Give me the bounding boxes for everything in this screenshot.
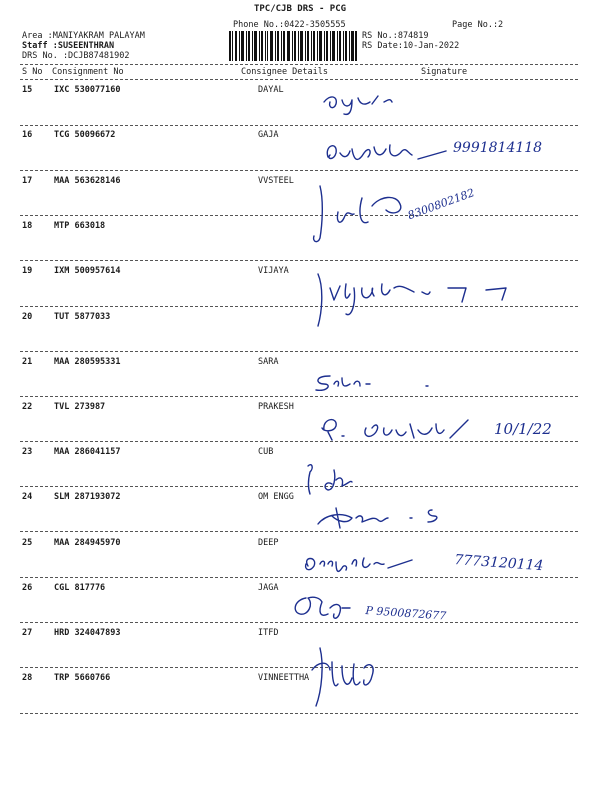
rs-date: RS Date:10-Jan-2022 xyxy=(362,41,460,51)
signature-row-26-phone: P 9500872677 xyxy=(365,604,447,623)
row-19-consignment: IXM 500957614 xyxy=(54,266,121,276)
row-21-consignment: MAA 280595331 xyxy=(54,357,121,367)
row-17-consignment: MAA 563628146 xyxy=(54,176,121,186)
row-26-consignee: JAGA xyxy=(258,583,279,593)
row-divider xyxy=(20,215,578,216)
row-divider xyxy=(20,351,578,352)
signature-row-27-28 xyxy=(308,640,388,714)
page-number: Page No.:2 xyxy=(452,20,504,30)
signature-row-23 xyxy=(304,458,364,498)
staff-label: Staff :SUSEENTHRAN xyxy=(22,41,115,51)
row-divider xyxy=(20,577,578,578)
signature-row-22-date: 10/1/22 xyxy=(494,420,552,438)
signature-row-18-phone: 8300802182 xyxy=(406,186,477,223)
row-16-consignee: GAJA xyxy=(258,130,279,140)
area-label: Area :MANIYAKRAM PALAYAM xyxy=(22,31,145,41)
row-divider xyxy=(20,125,578,126)
row-divider xyxy=(20,713,578,714)
row-24-consignment: SLM 287193072 xyxy=(54,492,121,502)
col-consignee: Consignee Details xyxy=(241,67,328,77)
row-19-consignee: VIJAYA xyxy=(258,266,289,276)
row-22-consignment: TVL 273987 xyxy=(54,402,106,412)
row-divider xyxy=(20,486,578,487)
row-27-sno: 27 xyxy=(22,628,33,638)
row-23-consignment: MAA 286041157 xyxy=(54,447,121,457)
row-27-consignee: ITFD xyxy=(258,628,279,638)
signature-row-26 xyxy=(288,590,368,626)
row-17-sno: 17 xyxy=(22,176,33,186)
row-20-sno: 20 xyxy=(22,312,33,322)
row-21-sno: 21 xyxy=(22,357,33,367)
row-27-consignment: HRD 324047893 xyxy=(54,628,121,638)
signature-row-25-number: 7773120114 xyxy=(453,552,544,575)
signature-row-25 xyxy=(300,550,460,576)
row-15-consignment: IXC 530077160 xyxy=(54,85,121,95)
barcode xyxy=(229,31,357,61)
document-title: TPC/CJB DRS - PCG xyxy=(253,4,347,14)
row-23-consignee: CUB xyxy=(258,447,274,457)
row-20-consignment: TUT 5877033 xyxy=(54,312,111,322)
row-19-sno: 19 xyxy=(22,266,33,276)
col-signature: Signature xyxy=(421,67,468,77)
row-22-consignee: PRAKESH xyxy=(258,402,294,412)
row-divider xyxy=(20,667,578,668)
row-15-sno: 15 xyxy=(22,85,33,95)
signature-row-16 xyxy=(322,135,452,169)
row-22-sno: 22 xyxy=(22,402,33,412)
signature-row-15 xyxy=(320,88,410,118)
drs-number: DRS No. :DCJB87481902 xyxy=(22,51,130,61)
row-15-consignee: DAYAL xyxy=(258,85,284,95)
col-sno: S No xyxy=(22,67,43,77)
row-16-consignment: TCG 50096672 xyxy=(54,130,116,140)
row-25-sno: 25 xyxy=(22,538,33,548)
signature-row-16-phone: 9991814118 xyxy=(453,140,543,156)
rs-number: RS No.:874819 xyxy=(362,31,429,41)
row-16-sno: 16 xyxy=(22,130,33,140)
row-divider xyxy=(20,260,578,261)
row-17-consignee: VVSTEEL xyxy=(258,176,294,186)
signature-row-24 xyxy=(312,500,462,534)
row-18-sno: 18 xyxy=(22,221,33,231)
row-divider xyxy=(20,170,578,171)
row-23-sno: 23 xyxy=(22,447,33,457)
row-divider xyxy=(20,396,578,397)
row-divider xyxy=(20,531,578,532)
row-24-sno: 24 xyxy=(22,492,33,502)
row-26-sno: 26 xyxy=(22,583,33,593)
header-rule-top xyxy=(20,64,578,65)
signature-row-19-20 xyxy=(310,268,550,338)
row-21-consignee: SARA xyxy=(258,357,279,367)
row-26-consignment: CGL 817776 xyxy=(54,583,106,593)
row-25-consignment: MAA 284945970 xyxy=(54,538,121,548)
col-consignment: Consignment No xyxy=(52,67,124,77)
row-24-consignee: OM ENGG xyxy=(258,492,294,502)
row-28-consignee: VINNEETTHA xyxy=(258,673,310,683)
row-25-consignee: DEEP xyxy=(258,538,279,548)
row-18-consignment: MTP 663018 xyxy=(54,221,106,231)
signature-row-21 xyxy=(310,370,440,394)
row-28-consignment: TRP 5660766 xyxy=(54,673,111,683)
header-rule-bottom xyxy=(20,79,578,80)
row-28-sno: 28 xyxy=(22,673,33,683)
phone-number: Phone No.:0422-3505555 xyxy=(233,20,346,30)
